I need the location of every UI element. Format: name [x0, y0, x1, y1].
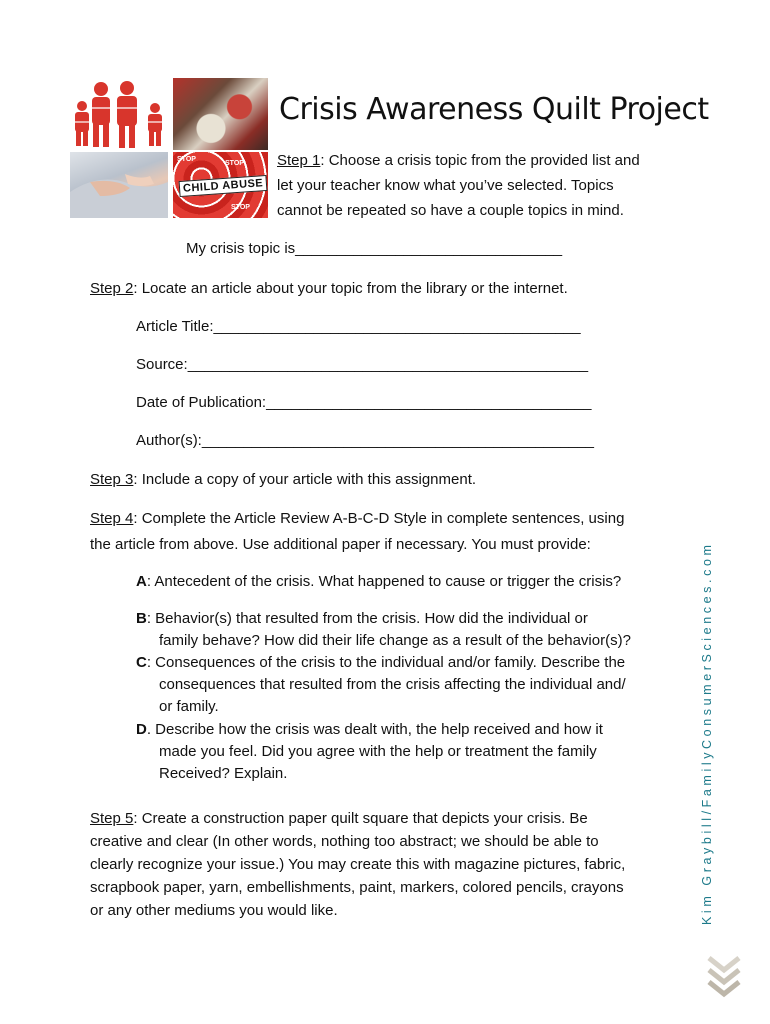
item-b	[136, 608, 631, 652]
article-title-field[interactable]: Article Title:____________________________________________	[136, 318, 581, 335]
item-c	[136, 652, 626, 718]
stop-sign-label: STOP	[231, 204, 250, 211]
step3-block	[90, 467, 476, 492]
crisis-topic-field[interactable]: My crisis topic is________________________________	[186, 240, 563, 257]
item-d-line: made you feel. Did you agree with the help or treatment the family	[159, 743, 597, 760]
stop-sign-label: STOP	[225, 160, 244, 167]
step2-block	[90, 276, 568, 301]
step4-line: : Complete the Article Review A-B-C-D Style in complete sentences, using	[133, 510, 625, 527]
step5-label: Step 5	[90, 810, 134, 827]
item-c-line: : Consequences of the crisis to the individual and/or family. Describe the	[146, 654, 626, 671]
step5-line: creative and clear (In other words, nothing too abstract; we should be able to	[90, 833, 599, 850]
step2-text: : Locate an article about your topic from the library or the internet.	[133, 280, 568, 297]
holding-hands-image	[70, 152, 168, 218]
step1-line: cannot be repeated so have a couple topics in mind.	[277, 202, 624, 219]
step4-label: Step 4	[90, 510, 134, 527]
item-a-label: A	[136, 573, 147, 590]
item-c-label: C	[136, 654, 147, 671]
step4-line: the article from above. Use additional paper if necessary. You must provide:	[90, 536, 591, 553]
page-title: Crisis Awareness Quilt Project	[279, 92, 709, 127]
step2-label: Step 2	[90, 280, 134, 297]
item-b-label: B	[136, 610, 147, 627]
step5-block	[90, 807, 625, 922]
stop-sign-label: STOP	[177, 156, 196, 163]
child-abuse-label: CHILD ABUSE	[179, 175, 268, 197]
item-a	[136, 569, 621, 594]
step4-block	[90, 506, 624, 558]
step5-line: scrapbook paper, yarn, embellishments, paint, markers, colored pencils, crayons	[90, 879, 624, 896]
item-d-label: D	[136, 721, 147, 738]
authors-field[interactable]: Author(s):_______________________________________________	[136, 432, 594, 449]
step1-line: let your teacher know what you’ve selected. Topics	[277, 177, 614, 194]
child-abuse-stop-image	[173, 152, 268, 218]
step5-line: : Create a construction paper quilt square that depicts your crisis. Be	[133, 810, 588, 827]
step3-label: Step 3	[90, 471, 134, 488]
author-credit: Kim Graybill/FamilyConsumerSciences.com	[700, 541, 714, 925]
step1-block	[277, 148, 640, 223]
step3-text: : Include a copy of your article with this assignment.	[133, 471, 477, 488]
publication-date-field[interactable]: Date of Publication:_______________________________________	[136, 394, 592, 411]
item-c-line: consequences that resulted from the crisis affecting the individual and/	[159, 676, 626, 693]
item-c-line: or family.	[159, 698, 219, 715]
step1-label: Step 1	[277, 152, 321, 169]
item-d-line: Received? Explain.	[159, 765, 288, 782]
step1-line: : Choose a crisis topic from the provided list and	[320, 152, 640, 169]
header-collage	[70, 78, 268, 218]
item-b-line: family behave? How did their life change as a result of the behavior(s)?	[159, 632, 631, 649]
item-d	[136, 719, 603, 785]
step5-line: clearly recognize your issue.) You may create this with magazine pictures, fabric,	[90, 856, 626, 873]
step5-line: or any other mediums you would like.	[90, 902, 338, 919]
chevron-down-icon	[706, 954, 742, 998]
source-field[interactable]: Source:________________________________________________	[136, 356, 589, 373]
item-a-text: : Antecedent of the crisis. What happened to cause or trigger the crisis?	[146, 573, 622, 590]
mosaic-art-image	[173, 78, 268, 150]
family-silhouette-image	[70, 78, 170, 150]
item-b-line: : Behavior(s) that resulted from the crisis. How did the individual or	[146, 610, 588, 627]
item-d-line: . Describe how the crisis was dealt with, the help received and how it	[146, 721, 603, 738]
